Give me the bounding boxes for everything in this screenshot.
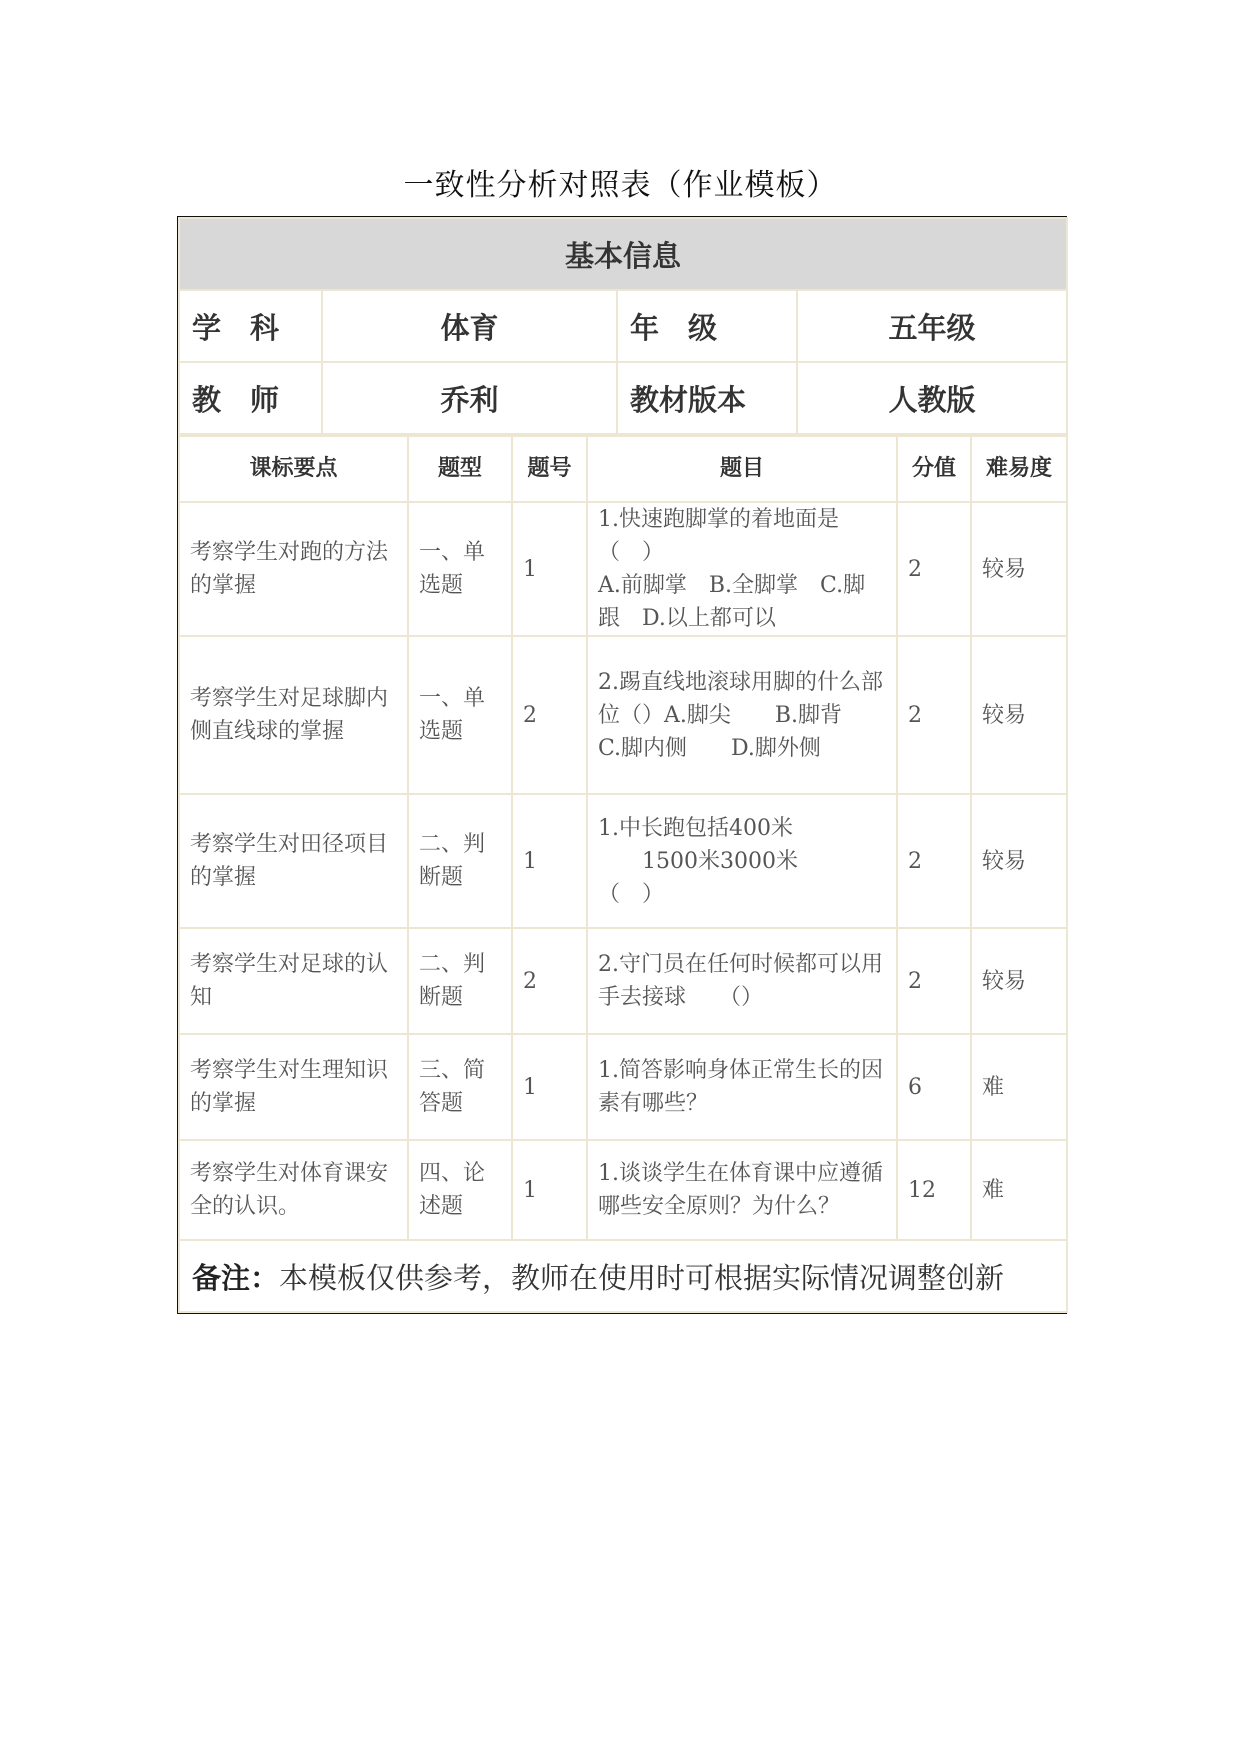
teacher-label [179, 362, 322, 434]
row-question [587, 1034, 897, 1140]
row-type: 四、论述题 [408, 1140, 512, 1240]
row-type: 三、简答题 [408, 1034, 512, 1140]
row-number: 2 [512, 928, 587, 1034]
basic-info-header: 基本信息 [179, 218, 1067, 290]
col-score: 分值 [897, 436, 971, 502]
info-row-teacher [179, 362, 1067, 434]
remark-row [179, 1240, 1067, 1312]
question-text: 1.谈谈学生在体育课中应遵循哪些安全原则？为什么？ [598, 1161, 883, 1219]
row-number: 2 [512, 636, 587, 794]
row-score: 12 [897, 1140, 971, 1240]
row-difficulty: 难 [971, 1140, 1067, 1240]
table-row [179, 928, 1067, 1034]
row-standard: 考察学生对足球脚内侧直线球的掌握 [179, 636, 408, 794]
row-number: 1 [512, 794, 587, 928]
analysis-table [177, 216, 1067, 1314]
question-text: 2.踢直线地滚球用脚的什么部位（）A.脚尖 B.脚背 C.脚内侧 D.脚外侧 [598, 669, 887, 761]
row-score: 2 [897, 794, 971, 928]
row-standard: 考察学生对体育课安全的认识。 [179, 1140, 408, 1240]
question-table [178, 435, 1068, 1313]
row-score: 6 [897, 1034, 971, 1140]
info-row-subject [179, 290, 1067, 362]
grade-label-text: 年 级 [630, 310, 718, 345]
column-header-row [179, 436, 1067, 502]
row-question [587, 794, 897, 928]
grade-value: 五年级 [797, 290, 1067, 362]
row-difficulty: 较易 [971, 502, 1067, 636]
row-score: 2 [897, 636, 971, 794]
table-row [179, 1034, 1067, 1140]
col-type: 题型 [408, 436, 512, 502]
row-standard: 考察学生对跑的方法的掌握 [179, 502, 408, 636]
col-difficulty: 难易度 [971, 436, 1067, 502]
row-standard: 考察学生对田径项目的掌握 [179, 794, 408, 928]
grade-label [617, 290, 797, 362]
row-question [587, 502, 897, 636]
table-row [179, 1140, 1067, 1240]
row-question [587, 1140, 897, 1240]
basic-info-table [178, 217, 1068, 435]
remark-text: 本模板仅供参考，教师在使用时可根据实际情况调整创新 [279, 1260, 1005, 1295]
row-number: 1 [512, 502, 587, 636]
col-number: 题号 [512, 436, 587, 502]
remark-label: 备注： [192, 1260, 280, 1295]
row-type: 一、单选题 [408, 502, 512, 636]
row-score: 2 [897, 502, 971, 636]
row-standard: 考察学生对生理知识的掌握 [179, 1034, 408, 1140]
question-text: 2.守门员在任何时候都可以用手去接球 （） [598, 952, 883, 1010]
row-question [587, 636, 897, 794]
edition-value: 人教版 [797, 362, 1067, 434]
question-text: 1.快速跑脚掌的着地面是（ ） A.前脚掌 B.全脚掌 C.脚跟 D.以上都可以 [598, 507, 866, 631]
row-difficulty: 较易 [971, 928, 1067, 1034]
row-type: 一、单选题 [408, 636, 512, 794]
edition-label: 教材版本 [617, 362, 797, 434]
teacher-label-text: 教 师 [192, 382, 280, 417]
row-type: 二、判断题 [408, 928, 512, 1034]
table-row [179, 794, 1067, 928]
teacher-value: 乔利 [322, 362, 617, 434]
table-row [179, 502, 1067, 636]
row-difficulty: 难 [971, 1034, 1067, 1140]
remark-cell [179, 1240, 1067, 1312]
row-type: 二、判断题 [408, 794, 512, 928]
col-standard: 课标要点 [179, 436, 408, 502]
row-difficulty: 较易 [971, 636, 1067, 794]
subject-value: 体育 [322, 290, 617, 362]
question-text: 1.简答影响身体正常生长的因素有哪些？ [598, 1058, 883, 1116]
col-question: 题目 [587, 436, 897, 502]
row-number: 1 [512, 1034, 587, 1140]
row-difficulty: 较易 [971, 794, 1067, 928]
subject-label-text: 学 科 [192, 310, 280, 345]
row-number: 1 [512, 1140, 587, 1240]
row-question [587, 928, 897, 1034]
subject-label [179, 290, 322, 362]
row-standard: 考察学生对足球的认知 [179, 928, 408, 1034]
question-text: 1.中长跑包括400米 1500米3000米 （ ） [598, 815, 798, 907]
row-score: 2 [897, 928, 971, 1034]
page-title: 一致性分析对照表（作业模板） [403, 168, 838, 203]
table-row [179, 636, 1067, 794]
